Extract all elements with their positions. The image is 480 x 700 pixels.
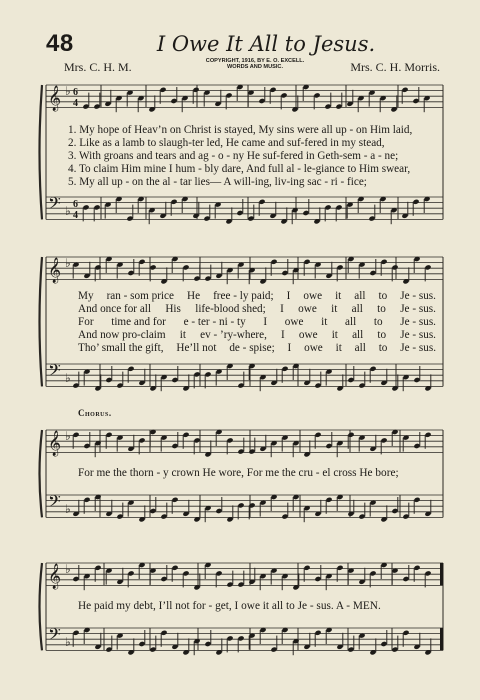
lyric-word: And now pro-claim: [78, 329, 166, 341]
words-credit: Mrs. C. H. M.: [64, 60, 132, 74]
lyric-word: time and for: [111, 316, 166, 328]
hymn-title: I Owe It All to Jesus.: [156, 32, 376, 56]
verse-2-line-1: 2. Like as a lamb to slaugh-ter led, He came and suf-fered in my stead,: [68, 137, 385, 149]
lyric-word: owe: [298, 329, 318, 341]
chorus-label: Chorus.: [78, 408, 112, 418]
lyric-word: all: [354, 290, 366, 302]
verse-3-line-2: [78, 316, 436, 328]
time-signature-bottom: 4: [73, 210, 78, 221]
music-credit: Mrs. C. H. Morris.: [350, 60, 440, 74]
lyric-word: My: [78, 290, 94, 302]
bass-clef-icon: 𝄢: [48, 624, 61, 648]
lyric-word: to: [377, 329, 387, 341]
copyright-line-2: WORDS AND MUSIC.: [226, 64, 284, 71]
verse-3-line-1: 3. With groans and tears and ag - o - ny He suf-fered in Geth-sem - a - ne;: [68, 150, 399, 162]
verse-4-line-2: [78, 329, 436, 341]
treble-clef-icon: 𝄞: [48, 86, 62, 111]
lyric-word: I: [287, 342, 292, 354]
lyric-word: Tho’ small the gift,: [78, 342, 164, 354]
lyric-word: all: [352, 329, 364, 341]
flat-icon: ♭: [65, 204, 71, 218]
lyric-word: it: [331, 303, 338, 315]
copyright-line-1: COPYRIGHT, 1916, BY E. O. EXCELL.: [205, 58, 305, 64]
time-signature-top: 6: [73, 87, 78, 98]
lyric-word: owe: [304, 342, 323, 354]
flat-icon: ♭: [65, 429, 71, 443]
verse-5-line-1: 5. My all up - on the al - tar lies— A will-ing, liv-ing sac - ri - fice;: [68, 176, 367, 188]
lyric-word: Je - sus.: [400, 303, 436, 315]
lyric-word: de - spise;: [229, 342, 275, 354]
lyric-word: He: [187, 290, 201, 302]
lyric-word: Je - sus.: [400, 342, 436, 354]
flat-icon: ♭: [65, 84, 71, 98]
treble-clef-icon: 𝄞: [48, 431, 62, 456]
lyric-word: to: [373, 316, 383, 328]
lyric-word: I: [280, 303, 284, 315]
lyric-word: I: [281, 329, 285, 341]
lyric-word: it: [335, 342, 342, 354]
flat-icon: ♭: [65, 256, 71, 270]
lyric-word: He’ll not: [176, 342, 217, 354]
flat-icon: ♭: [65, 635, 71, 649]
lyric-word: free - ly paid;: [213, 290, 274, 302]
lyric-word: all: [345, 316, 357, 328]
lyric-word: owe: [298, 303, 317, 315]
lyric-word: all: [351, 303, 363, 315]
time-signature-top: 6: [73, 199, 78, 210]
verse-2-line-2: [78, 303, 436, 315]
verse-1-line-1: 1. My hope of Heav’n on Christ is stayed, My sins were all up - on Him laid,: [68, 124, 413, 136]
lyric-word: For: [78, 316, 94, 328]
flat-icon: ♭: [65, 562, 71, 576]
lyric-word: I: [286, 290, 291, 302]
chorus-line-1: For me the thorn - y crown He wore, For me the cru - el cross He bore;: [78, 467, 399, 479]
lyric-word: Je - sus.: [400, 290, 436, 302]
treble-clef-icon: 𝄞: [48, 258, 62, 283]
lyric-word: to: [378, 290, 388, 302]
time-signature-bottom: 4: [73, 98, 78, 109]
lyric-word: His: [165, 303, 181, 315]
system-brace: [40, 430, 43, 517]
lyric-word: Je - sus.: [400, 316, 436, 328]
verse-5-line-2: [78, 342, 436, 354]
flat-icon: ♭: [65, 502, 71, 516]
bass-clef-icon: 𝄢: [48, 360, 61, 384]
hymn-number: 48: [46, 30, 74, 57]
lyric-word: it: [335, 290, 342, 302]
bass-clef-icon: 𝄢: [48, 193, 61, 217]
lyric-word: And once for all: [78, 303, 152, 315]
bass-clef-icon: 𝄢: [48, 491, 61, 515]
treble-clef-icon: 𝄞: [48, 564, 62, 589]
lyric-word: to: [378, 342, 388, 354]
lyric-word: it: [321, 316, 328, 328]
lyric-word: Je - sus.: [400, 329, 436, 341]
lyric-word: owe: [303, 290, 323, 302]
lyric-word: it: [179, 329, 186, 341]
final-bar-line: [440, 563, 443, 585]
lyric-word: it: [331, 329, 338, 341]
chorus-line-2: He paid my debt, I’ll not for - get, I owe it all to Je - sus. A - MEN.: [78, 600, 381, 612]
system-brace: [40, 257, 43, 386]
system-brace: [40, 563, 43, 650]
lyric-word: owe: [284, 316, 304, 328]
verse-4-line-1: 4. To claim Him mine I hum - bly dare, And full al - le-giance to Him swear,: [68, 163, 411, 175]
final-bar-line: [440, 628, 443, 650]
lyric-word: all: [354, 342, 366, 354]
verse-1-line-2: [78, 290, 436, 302]
system-brace: [40, 85, 43, 219]
lyric-word: to: [377, 303, 386, 315]
lyric-word: e - ter - ni - ty: [183, 316, 246, 328]
lyric-word: I: [263, 316, 268, 328]
lyric-word: life-blood shed;: [195, 303, 266, 315]
flat-icon: ♭: [65, 371, 71, 385]
lyric-word: ran - som price: [106, 290, 174, 302]
lyric-word: ev - ’ry-where,: [200, 329, 267, 341]
